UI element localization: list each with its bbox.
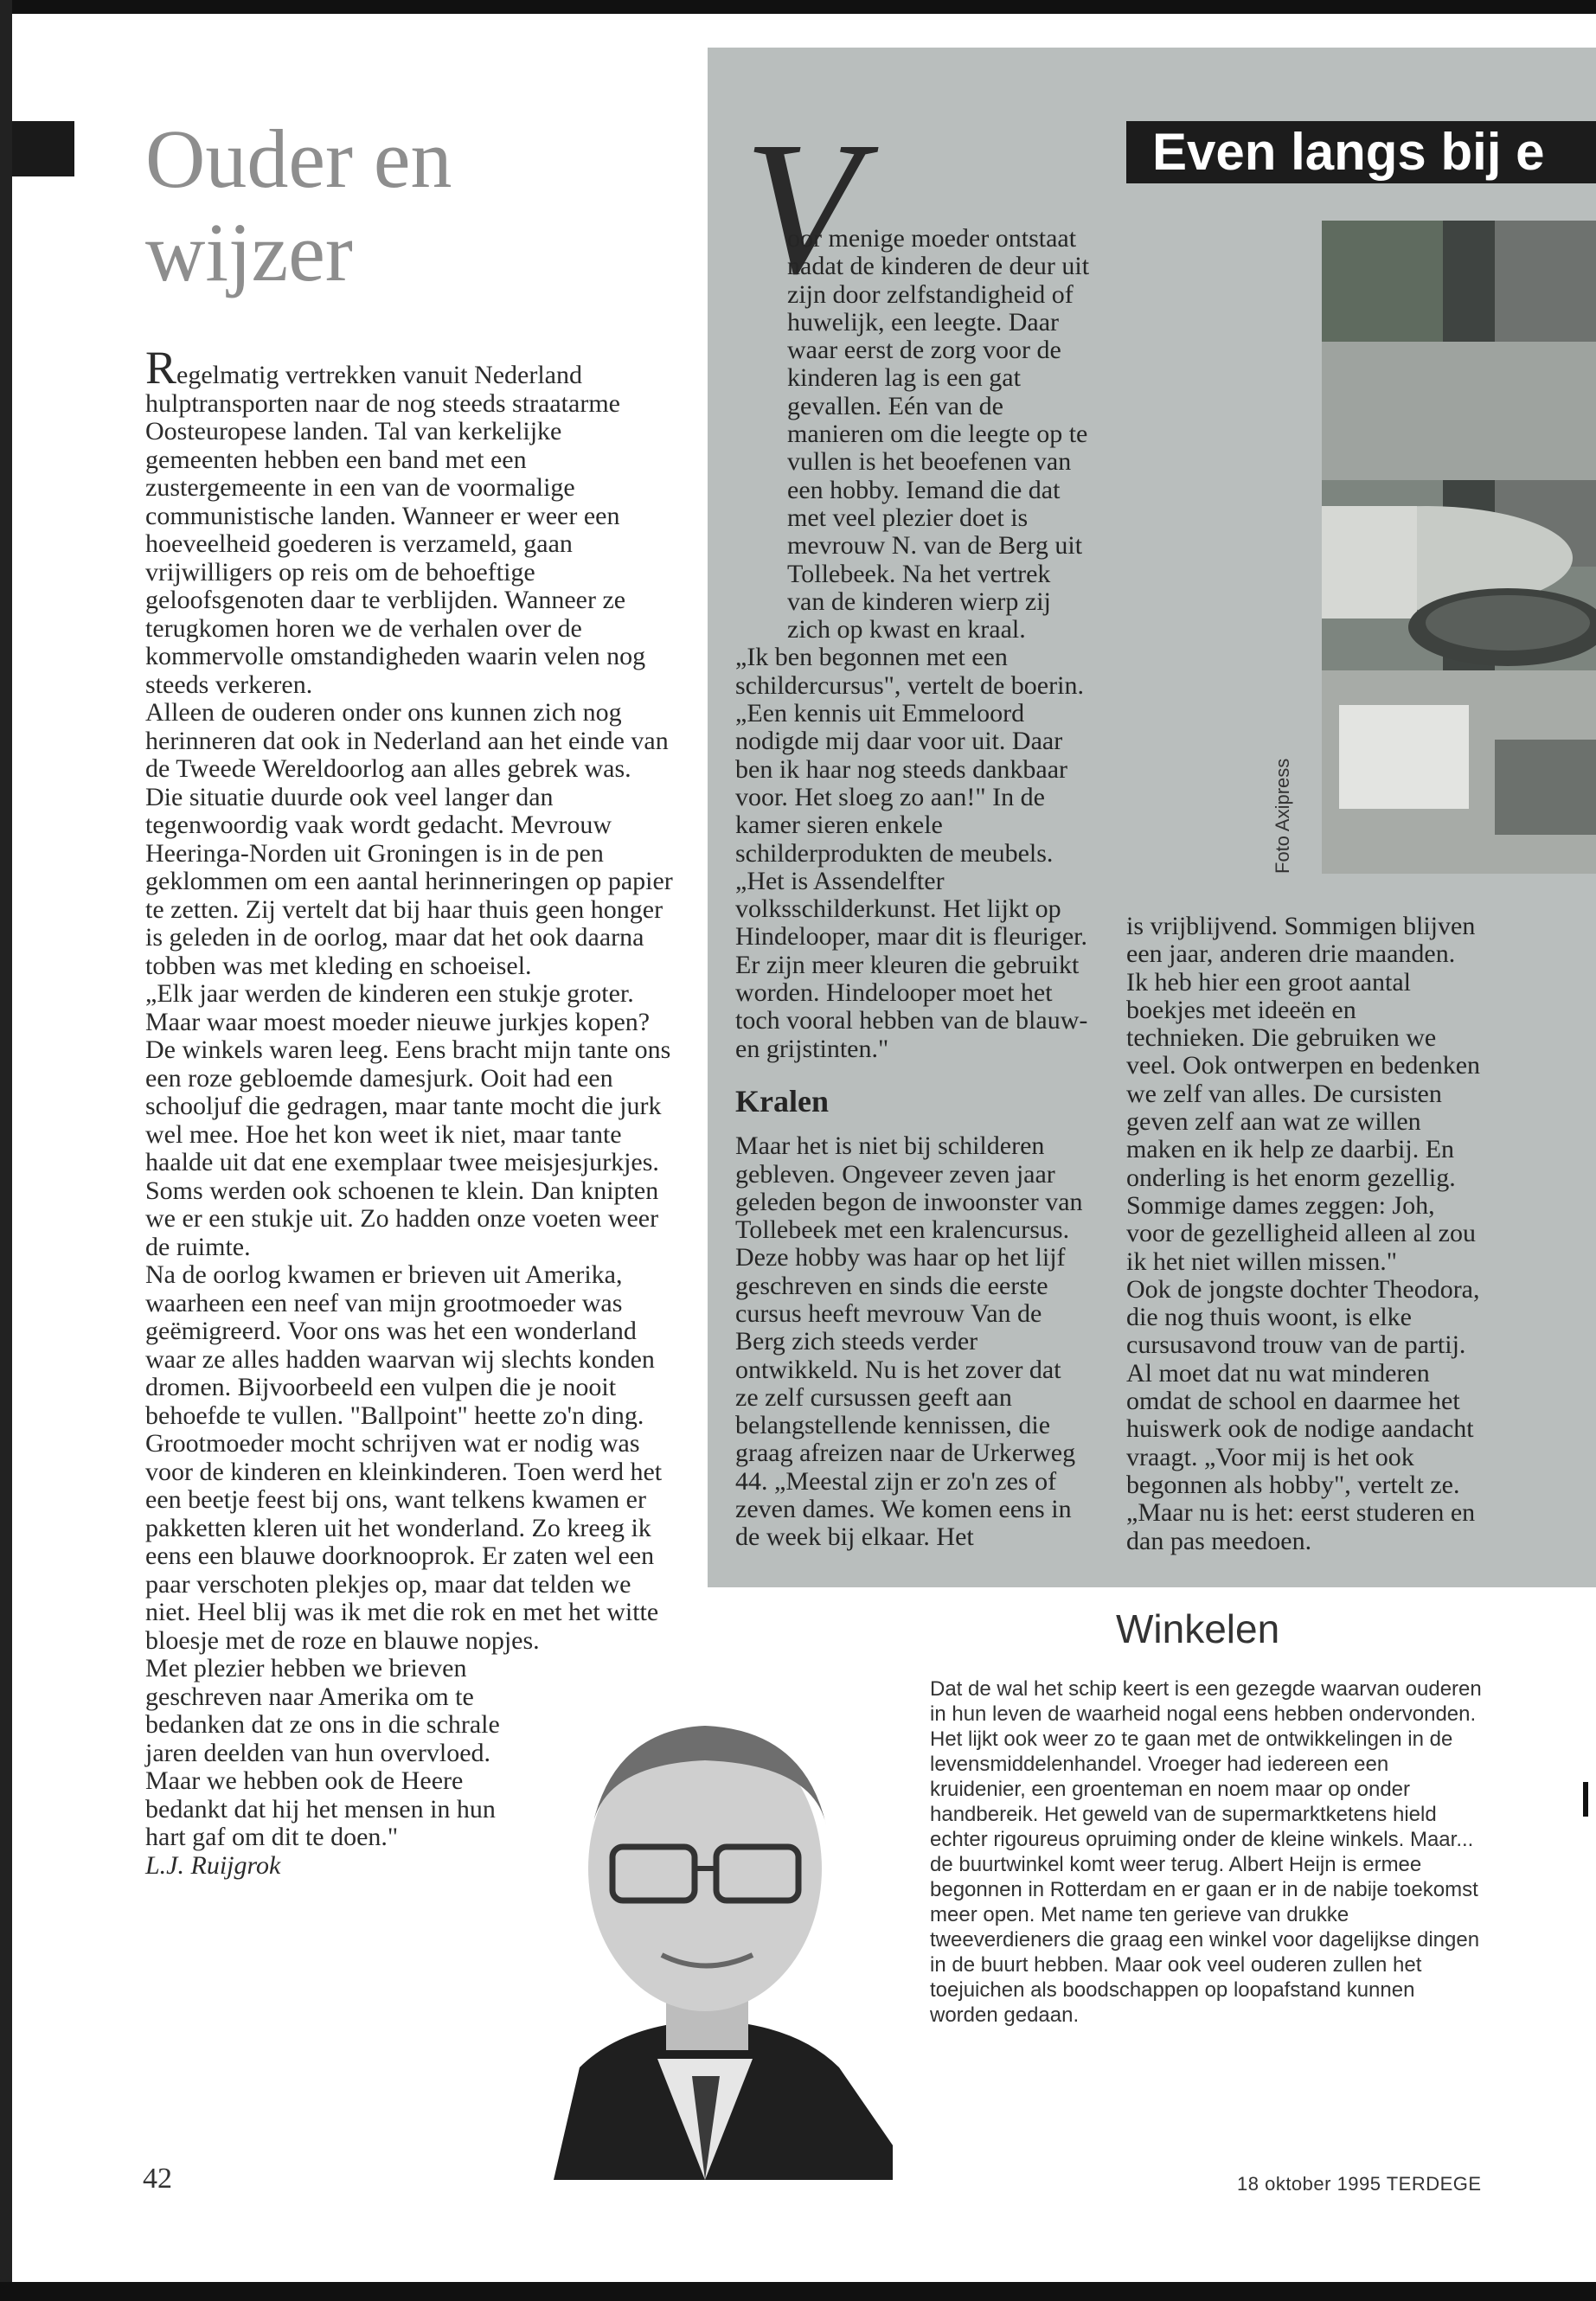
subheading-kralen: Kralen [735,1083,829,1118]
drop-cap: R [145,342,177,394]
photo-illustration [1322,221,1596,874]
feature-middle-column [735,225,1090,1552]
page-border-top [0,0,1596,14]
winkelen-heading: Winkelen [1116,1606,1280,1651]
article-paragraph: „Elk jaar werden de kinderen een stukje groter. Maar waar moest moeder nieuwe jurkjes kopen? De winkels waren leeg. Eens bracht mijn tante ons een roze gebloemde damesjurk. Ooit had een schooljuf die gedragen, maar tante mocht die jurk wel mee. Hoe het kon weet ik niet, maar tante haalde uit dat ene exemplaar twee meisjesjurkjes. Soms werden ook schoenen te klein. Dan knipten we er een stukje uit. Zo hadden onze voeten weer de ruimte. [145,979,671,1261]
article-paragraph: Regelmatig vertrekken vanuit Nederland hulptransporten naar de nog steeds straatarme Oosteuropese landen. Tal van kerkelijke gemeenten hebben een band met een zustergemeente in een van de voormalige communistische landen. Wanneer er weer een hoeveelheid goederen is verzameld, gaan vrijwilligers op reis om de behoeftige geloofsgenoten daar te verblijden. Wanneer ze terugkomen horen we de verhalen over de kommervolle omstandigheden waarin velen nog steeds verkeren. [145,342,646,699]
issue-footer: 18 oktober 1995 TERDEGE [1237,2173,1482,2195]
article-title: Ouder en wijzer [145,112,452,298]
article-paragraph: Alleen de ouderen onder ons kunnen zich nog herinneren dat ook in Nederland aan het einde van de Tweede Wereldoorlog aan alles gebrek was. Die situatie duurde ook veel langer dan tegenwoordig vaak wordt gedacht. Mevrouw Heeringa-Norden uit Groningen is in de pen geklommen om een aantal herinneringen op papier te zetten. Zij vertelt dat bij haar thuis geen honger is geleden in de oorlog, maar dat het ook daarna tobben was met kleding en schoeisel. [145,698,673,980]
crop-mark [1583,1782,1588,1817]
photo-credit: Foto Axipress [1272,758,1293,874]
article-paragraph: oor menige moeder ontstaat nadat de kinderen de deur uit zijn door zelfstandigheid of huwelijk, een leegte. Daar waar eerst de zorg voor de kinderen lag is een gat gevallen. Eén van de manieren om die leegte op te vullen is het beoefenen van een hobby. Iemand die dat met veel plezier doet is mevrouw N. van de Berg uit Tollebeek. Na het vertrek van de kinderen wierp zij zich op kwast en kraal. [787,224,1090,644]
section-tab-marker [12,121,74,176]
author-portrait-photo [519,1695,893,2180]
article-paragraph: Na de oorlog kwamen er brieven uit Amerika, waarheen een neef van mijn grootmoeder was geëmigreerd. Voor ons was het een wonderland waar ze alles hadden waarvan wij slechts konden dromen. Bijvoorbeeld een vulpen die je nooit behoefde te vullen. "Ballpoint" heette zo'n ding. Grootmoeder mocht schrijven wat er nodig was voor de kinderen en kleinkinderen. Toen werd het een beetje feest bij ons, want telkens kwamen er pakketten kleren uit het wonderland. Zo kreeg ik eens een blauwe doorknooprok. Er zaten wel een paar verschoten plekjes op, maar dat telden we niet. Heel blij was ik met die rok en met het witte bloesje met de roze en blauwe nopjes. [145,1260,663,1655]
page-border-bottom [0,2282,1596,2301]
page-border-left [0,0,12,2301]
article-paragraph: Met plezier hebben we brieven geschreven naar Amerika om te bedanken dat ze ons in die schrale jaren deelden van hun overvloed. Maar we hebben ook de Heere bedankt dat hij het mensen in hun hart gaf om dit te doen." [145,1654,500,1851]
winkelen-text [930,1676,1484,2028]
article-signature: L.J. Ruijgrok [145,1850,281,1880]
article-paragraph: Ook de jongste dochter Theodora, die nog thuis woont, is elke cursusavond trouw van de partij. Al moet dat nu wat minderen omdat de school en daarmee het huiswerk ook de nodige aandacht vraagt. „Voor mij is het ook begonnen als hobby", vertelt ze. „Maar nu is het: eerst studeren en dan pas meedoen. [1126,1274,1480,1555]
article-paragraph: „Ik ben begonnen met een schildercursus", vertelt de boerin. „Een kennis uit Emmeloord nodigde mij daar voor uit. Daar ben ik haar nog steeds dankbaar voor. Het sloeg zo aan!" In de kamer sieren enkele schilderprodukten de meubels. „Het is Assendelfter volksschilderkunst. Het lijkt op Hindelooper, maar dit is fleuriger. Er zijn meer kleuren die gebruikt worden. Hindelooper moet het toch vooral hebben van de blauw- en grijstinten." [735,643,1088,1063]
article-paragraph: Dat de wal het schip keert is een gezegde waarvan ouderen in hun leven de waarheid nogal eens hebben ondervonden. Het lijkt ook weer zo te gaan met de ontwikkelingen in de levensmiddelenhandel. Vroeger had iedereen een kruidenier, een groenteman en noem maar op onder handbereik. Het geweld van de supermarktketens hield echter rigoureus opruiming onder de kleine winkels. Maar... de buurtwinkel komt weer terug. Albert Heijn is ermee begonnen in Rotterdam en er gaan er in de nabije toekomst meer open. Met name ten gerieve van drukke tweeverdieners die graag een winkel voor dagelijkse dingen in de buurt hebben. Maar ook veel ouderen zullen het toejuichen als boodschappen op loopafstand kunnen worden gedaan. [930,1677,1482,2027]
article-paragraph: is vrijblijvend. Sommigen blijven een jaar, anderen drie maanden. Ik heb hier een groot aantal boekjes met ideeën en technieken. Die gebruiken we veel. Ook ontwerpen en bedenken we zelf van alles. De cursisten geven zelf aan wat ze willen maken en ik help ze daarbij. En onderling is het enorm gezellig. Sommige dames zeggen: Joh, voor de gezelligheid alleen al zou ik het niet willen missen." [1126,912,1481,1276]
page-number: 42 [143,2163,172,2195]
feature-right-column [1126,913,1481,1555]
interior-photo [1322,221,1596,874]
drop-cap-v: V [744,102,861,313]
article-paragraph: Maar het is niet bij schilderen gebleven. Ongeveer zeven jaar geleden begon de inwoonster van Tollebeek met een kralencursus. Deze hobby was haar op het lijf geschreven en sinds die eerste cursus heeft mevrouw Van de Berg zich steeds verder ontwikkeld. Nu is het zover dat ze zelf cursussen geeft aan belangstellende kennissen, die graag afreizen naar de Urkerweg 44. „Meestal zijn er zo'n zes of zeven dames. We komen eens in de week bij elkaar. Het [735,1131,1083,1552]
left-article-body [145,342,673,1880]
portrait-illustration [519,1695,893,2180]
section-banner: Even langs bij e [1126,121,1596,183]
